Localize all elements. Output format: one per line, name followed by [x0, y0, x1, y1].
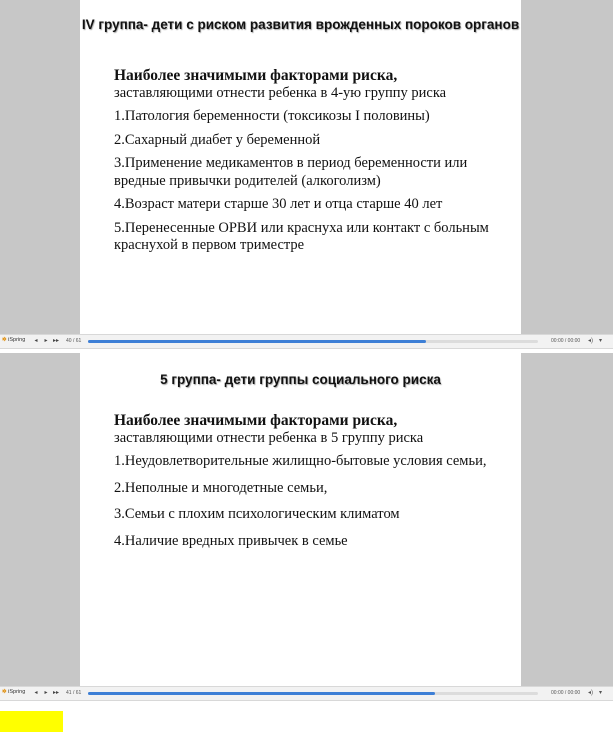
- lead-text: заставляющими отнести ребенка в 4-ую группу риска: [114, 84, 447, 101]
- skip-forward-icon[interactable]: ▸▸: [52, 338, 60, 344]
- player-bar-2: [0, 686, 613, 701]
- slide-body: [114, 67, 514, 255]
- list-item: 1.Неудовлетворительные жилищно-бытовые условия семьи,: [114, 453, 487, 469]
- time-display: 00:00 / 00:00: [551, 338, 581, 344]
- skip-back-icon[interactable]: ◂: [34, 338, 38, 344]
- menu-icon[interactable]: ▾: [599, 690, 603, 696]
- slide-title: 5 группа- дети группы социального риска: [160, 372, 441, 387]
- slide-title: IV группа- дети с риском развития врожденных пороков органов: [81, 17, 520, 32]
- volume-icon[interactable]: ◂): [588, 690, 594, 696]
- play-icon[interactable]: ▸: [44, 338, 48, 344]
- progress-fill: [88, 692, 435, 695]
- menu-icon[interactable]: ▾: [599, 338, 603, 344]
- progress-fill: [88, 340, 426, 343]
- list-item: 5.Перенесенные ОРВИ или краснуха или контакт с больным краснухой в первом триместре: [114, 219, 489, 253]
- list-item: 4.Возраст матери старше 30 лет и отца старше 40 лет: [114, 196, 443, 212]
- list-item: 3.Семьи с плохим психологическим климатом: [114, 506, 400, 522]
- slide-viewer-1: [0, 0, 613, 334]
- time-display: 00:00 / 00:00: [551, 690, 581, 696]
- slide-viewer-2: [0, 353, 613, 686]
- skip-forward-icon[interactable]: ▸▸: [52, 690, 60, 696]
- ispring-logo: ✲ iSpring: [2, 689, 26, 695]
- volume-icon[interactable]: ◂): [588, 338, 594, 344]
- list-item: 2.Сахарный диабет у беременной: [114, 131, 321, 148]
- slide-counter: 40 / 61: [66, 338, 82, 344]
- list-item: 3.Применение медикаментов в период беременности или вредные привычки родителей (алкоголизм): [114, 155, 468, 189]
- lead-text: заставляющими отнести ребенка в 5 группу риска: [114, 429, 424, 446]
- slide-2: [80, 353, 521, 686]
- slide-counter: 41 / 61: [66, 690, 82, 696]
- player-bar-1: [0, 334, 613, 349]
- progress-track[interactable]: [88, 692, 538, 695]
- play-icon[interactable]: ▸: [44, 690, 48, 696]
- list-item: 2.Неполные и многодетные семьи,: [114, 479, 328, 496]
- lead-bold: Наиболее значимыми факторами риска,: [114, 412, 398, 429]
- list-item: 1.Патология беременности (токсикозы I половины): [114, 108, 430, 124]
- yellow-highlight-block: [0, 711, 63, 732]
- lead-bold: Наиболее значимыми факторами риска,: [114, 67, 398, 84]
- list-item: 4.Наличие вредных привычек в семье: [114, 532, 348, 549]
- slide-1: [80, 0, 521, 334]
- progress-track[interactable]: [88, 340, 538, 343]
- slide-body: [114, 412, 514, 550]
- ispring-logo: ✲ iSpring: [2, 337, 26, 343]
- skip-back-icon[interactable]: ◂: [34, 690, 38, 696]
